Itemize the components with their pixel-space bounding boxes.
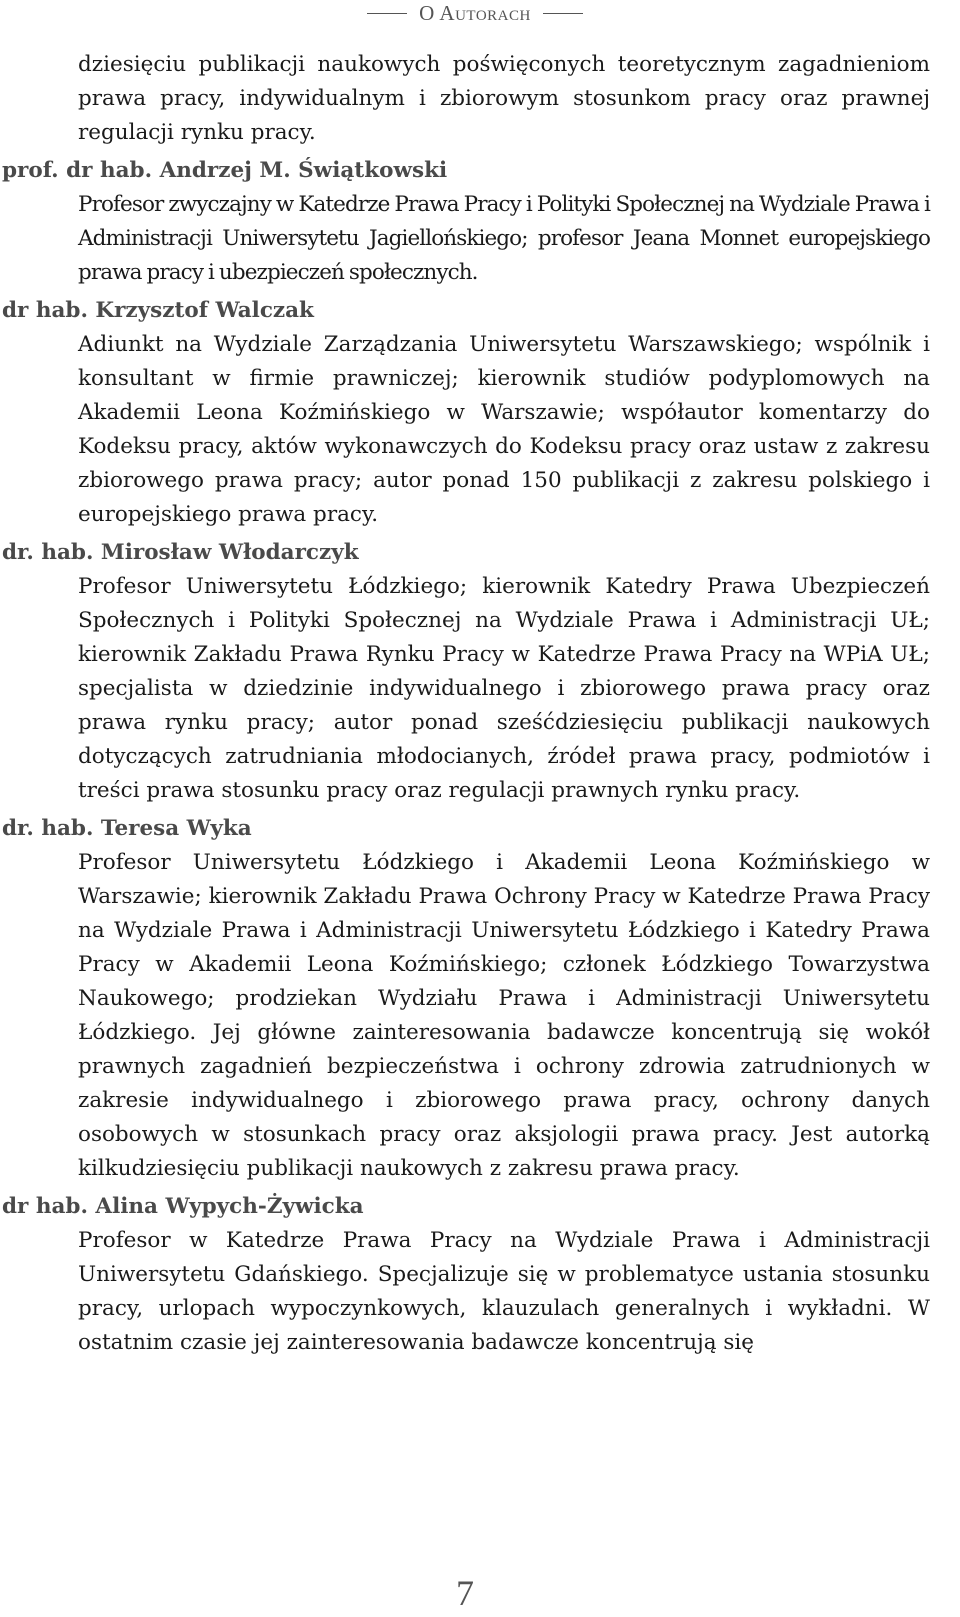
page-number: 7	[456, 1573, 474, 1613]
running-head	[330, 0, 620, 26]
author-entry	[0, 154, 930, 290]
author-bio: Adiunkt na Wydziale Zarządzania Uniwersytetu Warszawskiego; wspólnik i konsultant w firmie prawniczej; kierownik studiów podyplomowych na Akademii Leona Koźmińskiego w Warszawie; współautor komentarzy do Kodeksu pracy, aktów wykonawczych do Kodeksu pracy oraz ustaw z zakresu zbiorowego prawa pracy; autor ponad 150 publikacji z zakresu polskiego i europejskiego prawa pracy.	[78, 332, 930, 527]
author-bio: Profesor zwyczajny w Katedrze Prawa Pracy i Polityki Społecznej na Wydziale Prawa i Administracji Uniwersytetu Jagiellońskiego; profesor Jeana Monnet europejskiego prawa pracy i ubezpieczeń społecznych.	[78, 192, 931, 285]
running-head-title: O Autorach	[419, 0, 531, 25]
running-head-rule-right	[543, 13, 583, 14]
author-name: dr hab. Krzysztof Walczak	[2, 298, 314, 323]
author-name: dr hab. Alina Wypych-Żywicka	[2, 1194, 364, 1219]
author-entry	[0, 812, 930, 1186]
author-bio: Profesor w Katedrze Prawa Pracy na Wydziale Prawa i Administracji Uniwersytetu Gdańskiego. Specjalizuje się w problematyce ustania stosunku pracy, urlopach wypoczynkowych, klauzulach generalnych i wykładni. W ostatnim czasie jej zainteresowania badawcze koncentrują się	[78, 1228, 930, 1355]
author-entry	[0, 536, 930, 808]
intro-paragraph: dziesięciu publikacji naukowych poświęconych teoretycznym zagadnieniom prawa pracy, indywidualnym i zbiorowym stosunkom pracy oraz prawnej regulacji rynku pracy.	[78, 52, 930, 145]
author-entry	[0, 1190, 930, 1360]
running-head-rule-left	[367, 13, 407, 14]
author-name: dr. hab. Mirosław Włodarczyk	[2, 540, 359, 565]
author-bio: Profesor Uniwersytetu Łódzkiego i Akademii Leona Koźmińskiego w Warszawie; kierownik Zakładu Prawa Ochrony Pracy w Katedrze Prawa Pracy na Wydziale Prawa i Administracji Uniwersytetu Łódzkiego i Katedry Prawa Pracy w Akademii Leona Koźmińskiego; członek Łódzkiego Towarzystwa Naukowego; prodziekan Wydziału Prawa i Administracji Uniwersytetu Łódzkiego. Jej główne zainteresowania badawcze koncentrują się wokół prawnych zagadnień bezpieczeństwa i ochrony zdrowia zatrudnionych w zakresie indywidualnego i zbiorowego prawa pracy, ochrony danych osobowych w stosunkach pracy oraz aksjologii prawa pracy. Jest autorką kilkudziesięciu publikacji naukowych z zakresu prawa pracy.	[78, 850, 930, 1181]
author-name: prof. dr hab. Andrzej M. Świątkowski	[2, 158, 448, 183]
page-content	[0, 48, 930, 1360]
author-bio: Profesor Uniwersytetu Łódzkiego; kierownik Katedry Prawa Ubezpieczeń Społecznych i Polityki Społecznej na Wydziale Prawa i Administracji UŁ; kierownik Zakładu Prawa Rynku Pracy w Katedrze Prawa Pracy na WPiA UŁ; specjalista w dziedzinie indywidualnego i zbiorowego prawa pracy oraz prawa rynku pracy; autor ponad sześćdziesięciu publikacji naukowych dotyczących zatrudniania młodocianych, źródeł prawa pracy, podmiotów i treści prawa stosunku pracy oraz regulacji prawnych rynku pracy.	[78, 574, 930, 803]
author-entry	[0, 294, 930, 532]
author-name: dr. hab. Teresa Wyka	[2, 816, 252, 841]
